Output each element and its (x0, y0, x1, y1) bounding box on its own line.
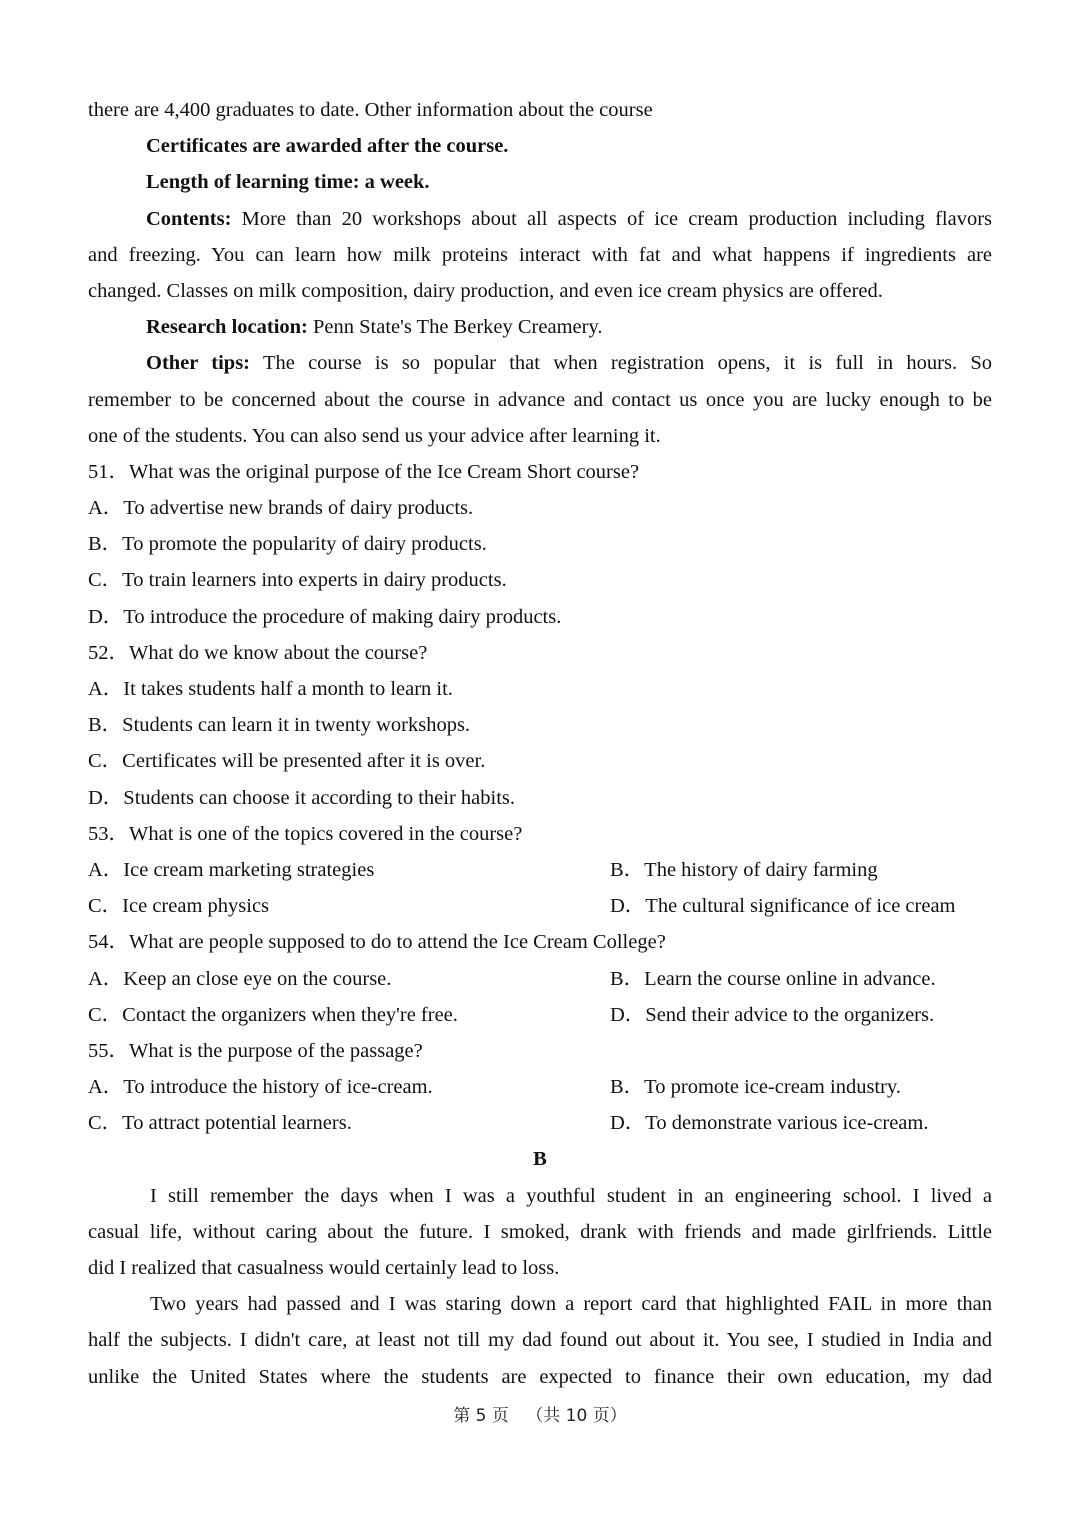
question-52: 52．What do we know about the course? (88, 641, 428, 664)
option: B．To promote the popularity of dairy products. (88, 533, 487, 556)
tips-line: one of the students. You can also send us your advice after learning it. (88, 424, 661, 447)
option: D．The cultural significance of ice cream (610, 895, 956, 918)
option: B．The history of dairy farming (610, 858, 878, 881)
option: D．To introduce the procedure of making dairy products. (88, 605, 562, 628)
option-row (88, 1069, 992, 1105)
page-total: （共 10 页） (526, 1406, 627, 1426)
question-51: 51．What was the original purpose of the Ice Cream Short course? (88, 460, 640, 483)
option-row (88, 1105, 992, 1141)
length-note: Length of learning time: a week. (146, 171, 430, 194)
option-row (88, 961, 992, 997)
research-label: Research location: (146, 316, 308, 339)
option: A．It takes students half a month to learn it. (88, 678, 453, 700)
passage-line: did I realized that casualness would certainly lead to loss. (88, 1257, 560, 1279)
option: D．Send their advice to the organizers. (610, 1003, 935, 1026)
research-line (88, 309, 992, 345)
tips-label: Other tips: (146, 352, 251, 375)
research-text: Penn State's The Berkey Creamery. (313, 316, 603, 339)
option-row (88, 997, 992, 1033)
contents-line: changed. Classes on milk composition, dairy production, and even ice cream physics are offered. (88, 279, 883, 302)
question-53: 53．What is one of the topics covered in the course? (88, 822, 523, 845)
tips-text: The course is so popular that when registration opens, it is full in hours. So (262, 352, 992, 375)
contents-line: and freezing. You can learn how milk proteins interact with fat and what happens if ingredients are (88, 243, 992, 266)
option-row (88, 888, 992, 924)
option: C．To attract potential learners. (88, 1112, 352, 1135)
passage-line: unlike the United States where the students are expected to finance their own education, my dad (88, 1365, 992, 1388)
question-55: 55．What is the purpose of the passage? (88, 1039, 423, 1062)
option: A．Keep an close eye on the course. (88, 967, 392, 990)
contents-text: More than 20 workshops about all aspects of ice cream production including flavors (241, 207, 993, 230)
option: B．Students can learn it in twenty workshops. (88, 714, 471, 737)
option: B．Learn the course online in advance. (610, 967, 936, 990)
option-row (88, 852, 992, 888)
option: A．To advertise new brands of dairy products. (88, 497, 474, 520)
passage-line: half the subjects. I didn't care, at least not till my dad found out about it. You see, I studied in India and (88, 1329, 992, 1352)
contents-line (88, 201, 992, 237)
option: A．Ice cream marketing strategies (88, 858, 375, 881)
page-footer (0, 1401, 1080, 1426)
document-page (88, 92, 992, 1395)
option: D．Students can choose it according to their habits. (88, 786, 515, 809)
tips-line (88, 345, 992, 381)
contents-label: Contents: (146, 207, 232, 230)
tips-line: remember to be concerned about the course in advance and contact us once you are lucky enough to be (88, 388, 992, 411)
option: D．To demonstrate various ice-cream. (610, 1112, 929, 1135)
option: C．Contact the organizers when they're free. (88, 1003, 458, 1026)
option: C．To train learners into experts in dairy products. (88, 569, 507, 592)
certificates-note: Certificates are awarded after the course. (146, 135, 509, 158)
text-line: there are 4,400 graduates to date. Other information about the course (88, 99, 653, 121)
section-heading: B (533, 1148, 547, 1171)
passage-line: I still remember the days when I was a youthful student in an engineering school. I lived a (150, 1184, 992, 1207)
passage-line: Two years had passed and I was staring down a report card that highlighted FAIL in more than (150, 1293, 992, 1316)
option: C．Ice cream physics (88, 895, 270, 918)
question-54: 54．What are people supposed to do to attend the Ice Cream College? (88, 931, 666, 954)
option: B．To promote ice-cream industry. (610, 1076, 901, 1099)
passage-line: casual life, without caring about the future. I smoked, drank with friends and made girlfriends. Little (88, 1220, 992, 1243)
option: A．To introduce the history of ice-cream. (88, 1076, 433, 1099)
page-number: 第 5 页 (453, 1406, 509, 1426)
option: C．Certificates will be presented after it is over. (88, 750, 486, 773)
